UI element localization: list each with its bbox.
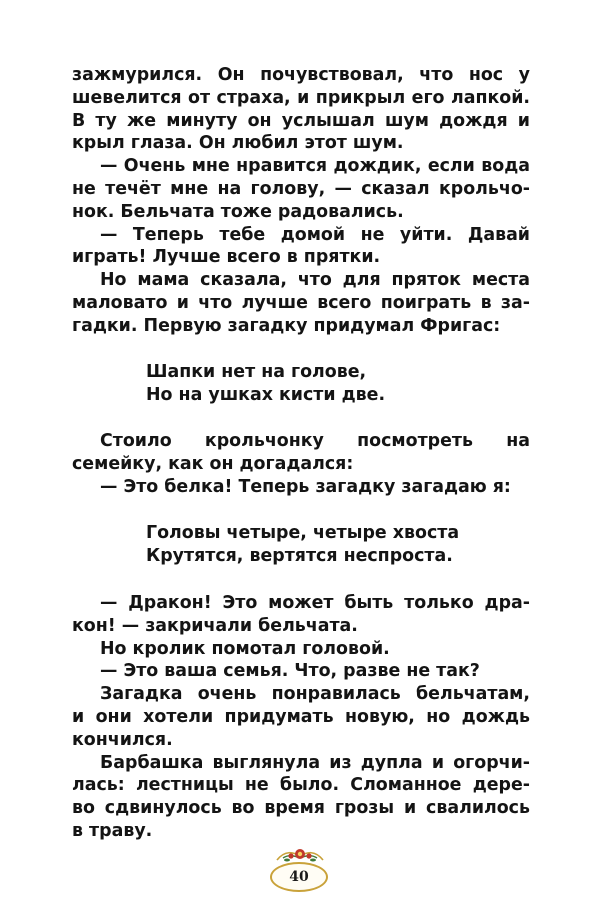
text-line: шевелится от страха, и прикрыл его лапкой.: [72, 87, 530, 108]
text-line: — Это ваша семья. Что, разве не так?: [100, 661, 480, 682]
text-line: нок. Бельчата тоже радовались.: [72, 201, 404, 222]
text-line: В ту же минуту он услышал шум дождя и: [72, 110, 530, 131]
text-line: Загадка очень понравилась бельчатам,: [100, 684, 530, 705]
text-line: в траву.: [72, 820, 153, 841]
poem-riddle-1: [146, 361, 385, 407]
text-line: крыл глаза. Он любил этот шум.: [72, 133, 404, 154]
poem-line: Головы четыре, четыре хвоста: [146, 523, 460, 543]
text-line: зажмурился. Он почувствовал, что нос у: [72, 65, 530, 85]
text-line: маловато и что лучше всего поиграть в за-: [72, 292, 530, 313]
text-line: во сдвинулось во время грозы и свалилось: [72, 798, 530, 819]
text-line: кончился.: [72, 729, 173, 750]
text-line: и они хотели придумать новую, но дождь: [72, 706, 530, 727]
poem-riddle-2: [146, 522, 459, 568]
paragraph-6: [72, 592, 530, 843]
paragraph-1: [72, 64, 530, 155]
text-line: Но кролик помотал головой.: [100, 638, 390, 659]
text-line: Но мама сказала, что для пряток места: [100, 270, 530, 291]
paragraph-4: [72, 269, 530, 337]
text-line: — Теперь тебе домой не уйти. Давай: [100, 224, 530, 245]
poem-line: Но на ушках кисти две.: [146, 384, 386, 405]
text-line: семейку, как он догадался:: [72, 453, 354, 474]
text-line: лась: лестницы не было. Сломанное дере-: [72, 775, 530, 796]
page-number-badge: [267, 844, 333, 896]
text-line: кон! — закричали бельчата.: [72, 615, 358, 636]
poem-line: Шапки нет на голове,: [146, 362, 367, 382]
paragraph-2: [72, 155, 530, 223]
text-line: играть! Лучше всего в прятки.: [72, 247, 381, 268]
text-line: — Очень мне нравится дождик, если вода: [100, 156, 530, 177]
text-line: не течёт мне на голову, — сказал крольчо-: [72, 178, 530, 199]
paragraph-5: [72, 430, 530, 498]
poem-line: Крутятся, вертятся неспроста.: [146, 545, 453, 566]
text-line: — Это белка! Теперь загадку загадаю я:: [100, 476, 511, 497]
text-line: Барбашка выглянула из дупла и огорчи-: [100, 752, 530, 773]
text-line: гадки. Первую загадку придумал Фригас:: [72, 315, 501, 336]
paragraph-3: [72, 224, 530, 270]
text-line: — Дракон! Это может быть только дра-: [100, 593, 530, 613]
text-line: Стоило крольчонку посмотреть на: [100, 431, 530, 451]
page-number: 40: [289, 869, 309, 885]
